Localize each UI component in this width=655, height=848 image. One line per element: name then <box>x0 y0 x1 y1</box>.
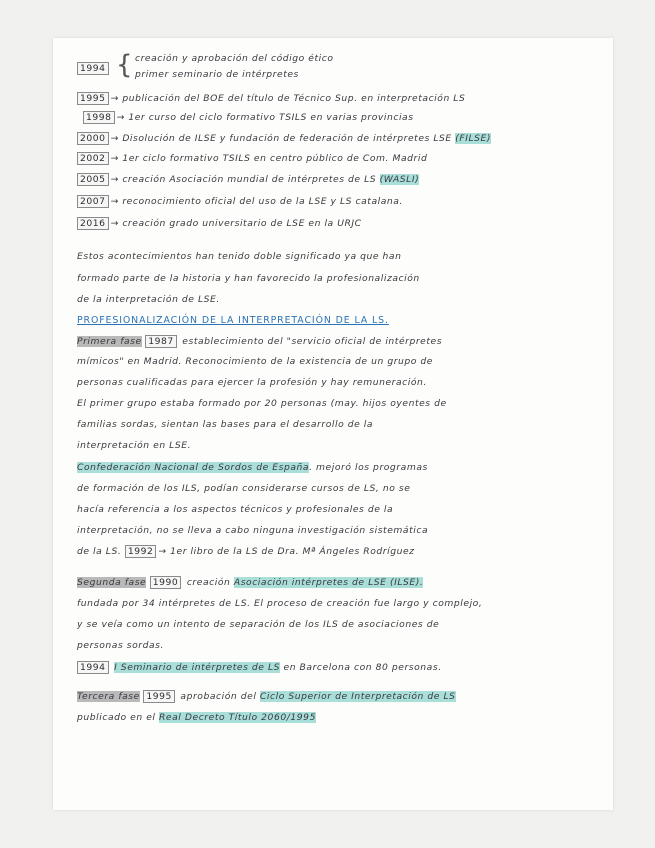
year-box: 1995 <box>143 690 175 703</box>
summary-line: de la interpretación de LSE. <box>77 294 220 305</box>
timeline-entry-2002: 2002 → 1er ciclo formativo TSILS en centro público de Com. Madrid <box>77 152 599 166</box>
section-title: PROFESIONALIZACIÓN DE LA INTERPRETACIÓN DE LA LS. <box>77 315 389 326</box>
phase1-line: mímicos" en Madrid. Reconocimiento de la existencia de un grupo de <box>77 356 434 367</box>
phase1-line: personas cualificadas para ejercer la profesión y hay remuneración. <box>77 377 427 388</box>
timeline-entry-2000: 2000 → Disolución de ILSE y fundación de federación de intérpretes LSE (FILSE) <box>77 132 599 146</box>
year-box: 2007 <box>77 195 109 208</box>
phase2-line: personas sordas. <box>77 640 164 651</box>
phase-label: Tercera fase <box>77 691 140 702</box>
year-box: 2000 <box>77 132 109 145</box>
phase2-line: fundada por 34 intérpretes de LS. El proceso de creación fue largo y complejo, <box>77 598 483 609</box>
summary-line: formado parte de la historia y han favorecido la profesionalización <box>77 273 420 284</box>
phase1-line: de la LS. 1992 → 1er libro de la LS de Dra. Mª Ángeles Rodríguez <box>77 546 415 557</box>
timeline-entry-2016: 2016 → creación grado universitario de LSE en la URJC <box>77 217 599 231</box>
notebook-page <box>53 38 613 810</box>
highlight-cnse: Confederación Nacional de Sordos de España <box>77 462 310 473</box>
seminar-line: 1994 I Seminario de intérpretes de LS en Barcelona con 80 personas. <box>77 661 599 675</box>
phase-label: Segunda fase <box>77 577 147 588</box>
highlight-ilse: Asociación intérpretes de LSE (ILSE). <box>233 577 424 588</box>
timeline-subitem: primer seminario de intérpretes <box>135 69 299 80</box>
phase3-line: Tercera fase 1995 aprobación del Ciclo Superior de Interpretación de LS <box>77 691 456 702</box>
highlight-ciclo: Ciclo Superior de Interpretación de LS <box>259 691 456 702</box>
phase1-line: hacía referencia a los aspectos técnicos y profesionales de la <box>77 504 394 515</box>
highlight-tag: (WASLI) <box>379 174 420 185</box>
year-box: 2005 <box>77 173 109 186</box>
timeline-entry-2007: 2007 → reconocimiento oficial del uso de la LSE y LS catalana. <box>77 195 599 209</box>
phase1-line: interpretación en LSE. <box>77 440 192 451</box>
year-box: 1992 <box>125 545 157 558</box>
cnse-line: Confederación Nacional de Sordos de España. mejoró los programas <box>77 462 428 473</box>
highlight-decreto: Real Decreto Título 2060/1995 <box>158 712 316 723</box>
phase1-line: familias sordas, sientan las bases para el desarrollo de la <box>77 419 374 430</box>
phase1-line: Primera fase 1987 establecimiento del "servicio oficial de intérpretes <box>77 336 443 347</box>
timeline-entry-1995: 1995 → publicación del BOE del título de Técnico Sup. en interpretación LS <box>77 92 599 106</box>
phase2-line: Segunda fase 1990 creación Asociación intérpretes de LSE (ILSE). <box>77 577 424 588</box>
phase3-line: publicado en el Real Decreto Título 2060/1995 <box>77 712 316 723</box>
phase1-line: El primer grupo estaba formado por 20 personas (may. hijos oyentes de <box>77 398 447 409</box>
timeline-subitem: creación y aprobación del código ético <box>135 53 334 64</box>
timeline-entry-1998: 1998 → 1er curso del ciclo formativo TSILS en varias provincias <box>83 111 599 125</box>
brace-icon: { <box>116 50 133 80</box>
highlight-tag: (FILSE) <box>455 133 492 144</box>
phase2-line: y se veía como un intento de separación de los ILS de asociaciones de <box>77 619 440 630</box>
phase1-line: interpretación, no se lleva a cabo ninguna investigación sistemática <box>77 525 429 536</box>
highlight-seminar: I Seminario de intérpretes de LS <box>114 662 281 673</box>
year-box: 1990 <box>150 576 182 589</box>
year-box: 1995 <box>77 92 109 105</box>
phase1-line: de formación de los ILS, podían considerarse cursos de LS, no se <box>77 483 411 494</box>
year-box: 1994 <box>77 661 109 674</box>
year-box: 2016 <box>77 217 109 230</box>
year-box: 1994 <box>77 62 109 75</box>
summary-line: Estos acontecimientos han tenido doble significado ya que han <box>77 251 402 262</box>
year-box: 1987 <box>145 335 177 348</box>
year-box: 2002 <box>77 152 109 165</box>
timeline-entry-2005: 2005 → creación Asociación mundial de intérpretes de LS (WASLI) <box>77 173 599 187</box>
year-box: 1998 <box>83 111 115 124</box>
phase-label: Primera fase <box>77 336 142 347</box>
